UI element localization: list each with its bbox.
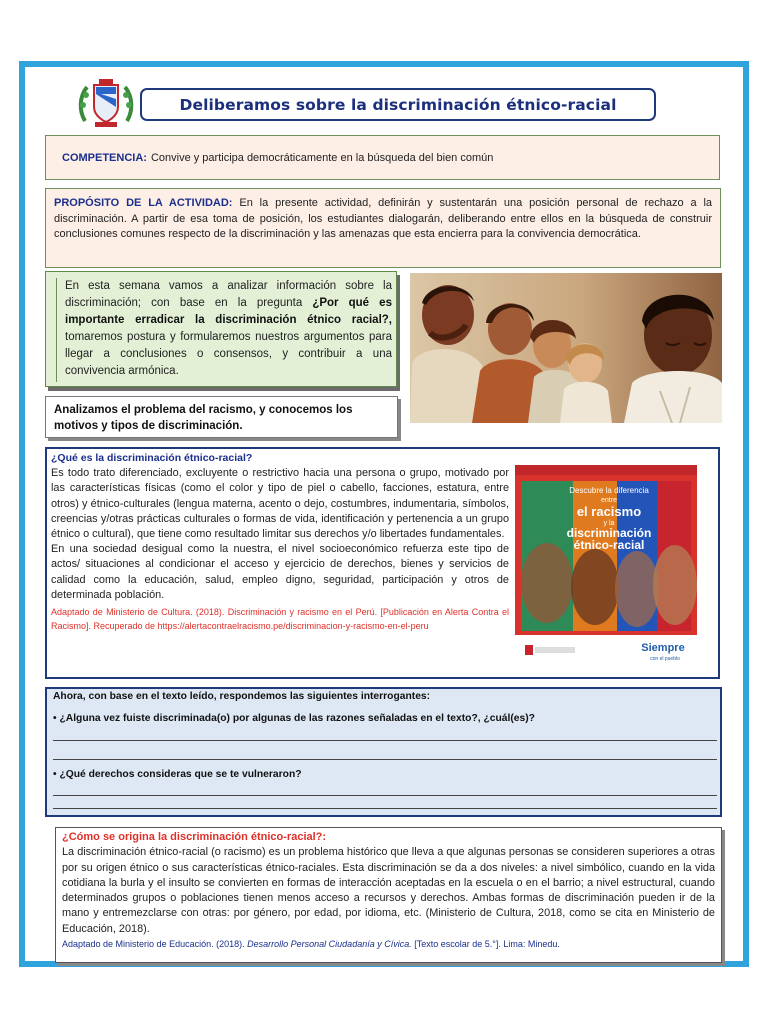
que-es-text bbox=[51, 451, 509, 633]
intro-box bbox=[45, 271, 397, 387]
intro-paragraph bbox=[56, 278, 392, 382]
competencia-box bbox=[45, 135, 720, 180]
poster-line-2: entre bbox=[601, 497, 617, 504]
poster-line-6: étnico-racial bbox=[573, 538, 645, 552]
origen-citation-a: Adaptado de Ministerio de Educación. (2018). bbox=[62, 939, 245, 950]
que-es-box bbox=[45, 447, 720, 679]
origen-text: La discriminación étnico-racial (o racismo) es un problema histórico que lleva a que algunas personas se consideren superiores a otras por su origen étnico o sus características étnico-raciales. Esta discriminación se da a dos niveles: a nivel simbólico, cuando en la vida cotidiana la burla y el insulto se convierten en formas de interacción aceptadas en la escuela o en el barrio; a nivel estructural, cuando determinados grupos o poblaciones tienen menos acceso a recursos y derechos. Ambas formas de discriminación pueden ir de la mano y entremezclarse con otras: por género, por edad, por idioma, etc. (Ministerio de Cultura, 2018, como se cita en Ministerio de Educación, 2018). bbox=[62, 846, 715, 935]
origen-box bbox=[55, 827, 722, 963]
poster-brand-sub: con el pueblo bbox=[650, 656, 680, 662]
poster-line-4: y la bbox=[603, 520, 615, 527]
que-es-paragraph-1: Es todo trato diferenciado, excluyente o restrictivo hacia una persona o grupo, motivado por las características físicas (como el color y tipo de piel o cabello, facciones, estatura, entre otros) y étnico-culturales (lengua materna, acento o dejo, costumbres, indumentaria, símbolos, creencias y/otras prácticas culturales o formas de vida, identificación y pertenencia a un grupo étnico o cultural), que tiene como resultado limitar sus derechos y/o libertades fundamentales. bbox=[51, 467, 509, 541]
analizamos-text: Analizamos el problema del racismo, y conocemos los motivos y tipos de discriminación. bbox=[54, 404, 353, 432]
origen-citation-c: [Texto escolar de 5.°]. Lima: Minedu. bbox=[414, 939, 560, 950]
que-es-paragraph-2: En una sociedad desigual como la nuestra, el nivel socioeconómico refuerza este tipo de actos/ situaciones al condicionar el acceso y ejercicio de derechos, bienes y servicios de calidad como la educación, salud, empleo digno, seguridad, participación y otros de determinada población. bbox=[51, 543, 509, 601]
campaign-poster bbox=[515, 465, 697, 667]
intro-text-before: En esta semana vamos a analizar información sobre la discriminación; con base en la pregunta bbox=[65, 280, 392, 309]
page-frame bbox=[19, 61, 749, 967]
origen-citation bbox=[62, 937, 715, 952]
que-es-citation: Adaptado de Ministerio de Cultura. (2018). Discriminación y racismo en el Perú. [Publicación en Alerta Contra el Racismo]. Recuperado de https://alertacontraelracismo.pe/discriminacion-y-racismo-en-el-peru bbox=[51, 607, 509, 632]
origen-citation-b: Desarrollo Personal Ciudadanía y Cívica. bbox=[247, 939, 412, 950]
page-title: Deliberamos sobre la discriminación étnico-racial bbox=[179, 95, 617, 114]
preguntas-box bbox=[45, 687, 722, 817]
competencia-label: COMPETENCIA: bbox=[62, 151, 147, 164]
preguntas-intro: Ahora, con base en el texto leído, respondemos las siguientes interrogantes: bbox=[53, 691, 431, 702]
proposito-text: En la presente actividad, definirán y sustentarán una posición personal de rechazo a la discriminación. A partir de esa toma de posición, los estudiantes dialogarán, deliberando entre ellos en la búsqueda de construir conclusiones comunes respecto de la discriminación y las amenazas que esta encierra para la convivencia democrática. bbox=[54, 197, 713, 241]
answer-line-3[interactable] bbox=[53, 795, 717, 796]
origen-question: ¿Cómo se origina la discriminación étnico-racial?: bbox=[62, 831, 327, 843]
competencia-value: Convive y participa democráticamente en la búsqueda del bien común bbox=[150, 151, 494, 164]
analizamos-box bbox=[45, 396, 398, 438]
answer-line-2[interactable] bbox=[53, 759, 717, 760]
poster-line-1: Descubre la diferencia bbox=[569, 486, 649, 495]
intro-question: ¿Por qué es importante erradicar la discriminación étnico racial?, bbox=[65, 297, 392, 326]
poster-line-3: el racismo bbox=[576, 504, 642, 519]
pregunta-2: • ¿Qué derechos consideras que se te vulneraron? bbox=[53, 769, 302, 780]
answer-line-1[interactable] bbox=[53, 740, 717, 741]
proposito-label: PROPÓSITO DE LA ACTIVIDAD: bbox=[54, 197, 233, 209]
proposito-box bbox=[45, 188, 721, 268]
pregunta-1: • ¿Alguna vez fuiste discriminada(o) por algunas de las razones señaladas en el texto?, ¿cuál(es)? bbox=[53, 713, 535, 724]
poster-brand: Siempre bbox=[641, 642, 685, 654]
children-illustration bbox=[410, 273, 722, 423]
answer-line-4[interactable] bbox=[53, 808, 717, 809]
intro-text-after: tomaremos postura y formularemos nuestros argumentos para llegar a conclusiones o consensos, y contribuir a una convivencia armónica. bbox=[65, 331, 392, 377]
poster-line-5: discriminación bbox=[566, 526, 652, 540]
school-emblem-icon bbox=[77, 77, 135, 129]
que-es-question: ¿Qué es la discriminación étnico-racial? bbox=[51, 452, 253, 464]
title-box bbox=[140, 88, 656, 121]
